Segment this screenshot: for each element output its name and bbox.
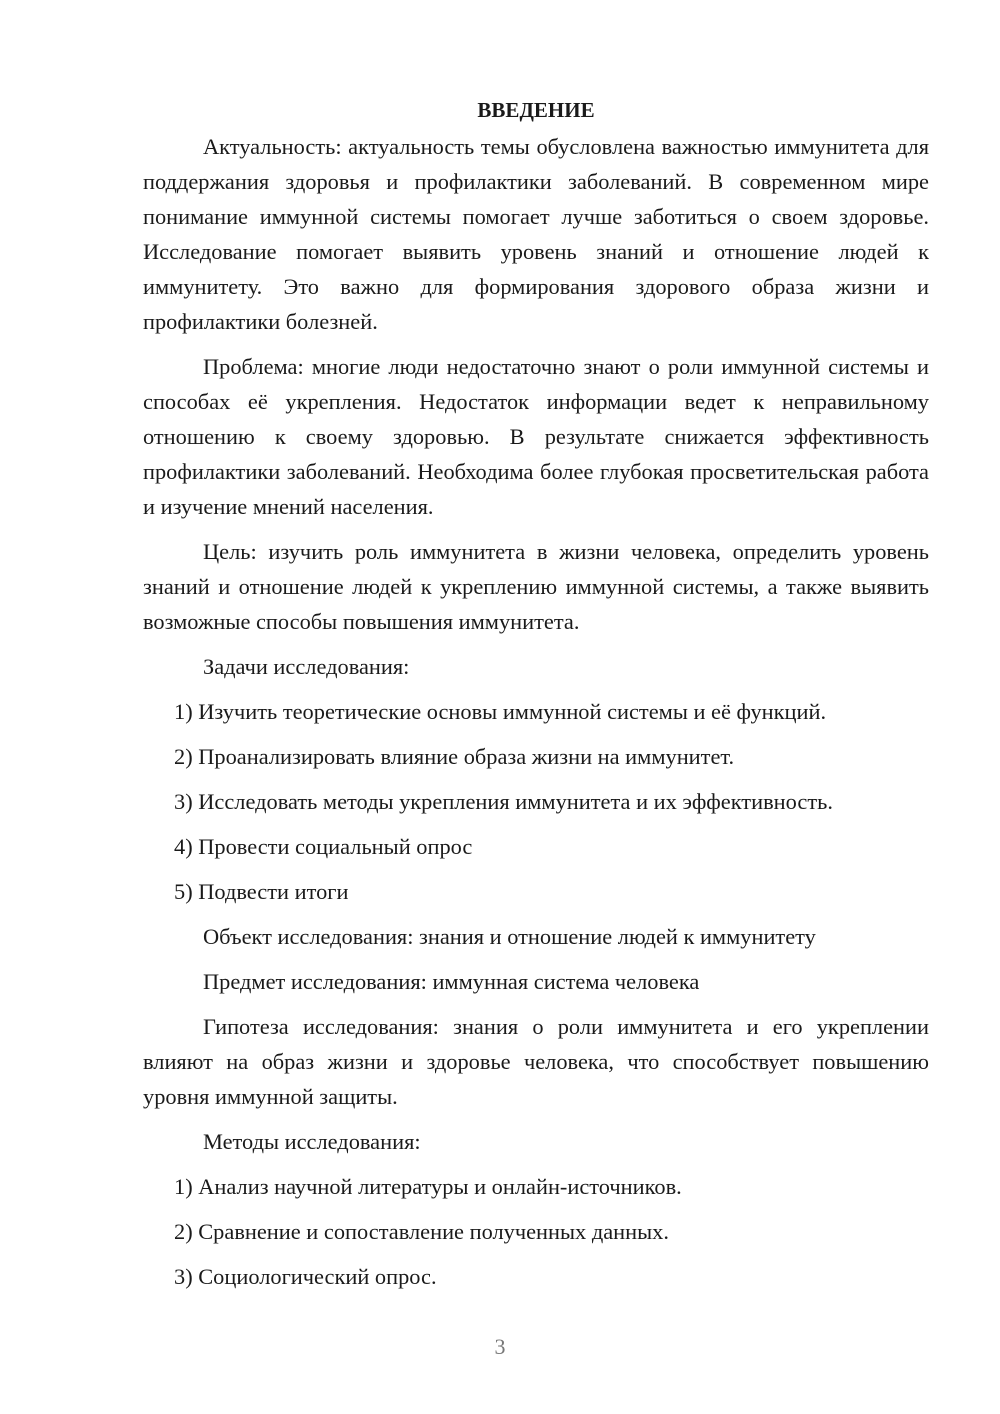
task-item: 4) Провести социальный опрос	[174, 834, 473, 859]
task-item: 2) Проанализировать влияние образа жизни на иммунитет.	[174, 744, 735, 769]
hypothesis-paragraph: Гипотеза исследования: знания о роли иммунитета и его укреплении влияют на образ жизни и здоровье человека, что способствует повышению уровня иммунной защиты.	[143, 1014, 929, 1109]
page-number: 3	[494, 1334, 506, 1359]
task-item: 3) Исследовать методы укрепления иммунитета и их эффективность.	[174, 789, 833, 814]
task-item: 1) Изучить теоретические основы иммунной системы и её функций.	[174, 699, 827, 724]
research-subject: Предмет исследования: иммунная система человека	[203, 969, 700, 994]
page-title: ВВЕДЕНИЕ	[477, 98, 595, 122]
tasks-title: Задачи исследования:	[203, 654, 410, 679]
method-item: 2) Сравнение и сопоставление полученных данных.	[174, 1219, 669, 1244]
goal-paragraph: Цель: изучить роль иммунитета в жизни человека, определить уровень знаний и отношение людей к укреплению иммунной системы, а также выявить возможные способы повышения иммунитета.	[143, 539, 929, 634]
research-object: Объект исследования: знания и отношение людей к иммунитету	[203, 924, 816, 949]
method-item: 3) Социологический опрос.	[174, 1264, 437, 1289]
task-item: 5) Подвести итоги	[174, 879, 349, 904]
method-item: 1) Анализ научной литературы и онлайн-источников.	[174, 1174, 682, 1199]
problem-paragraph: Проблема: многие люди недостаточно знают о роли иммунной системы и способах её укрепления. Недостаток информации ведет к неправильному отношению к своему здоровью. В результате снижается эффективность профилактики заболеваний. Необходима более глубокая просветительская работа и изучение мнений населения.	[143, 354, 929, 519]
document-page	[143, 93, 929, 1304]
relevance-paragraph: Актуальность: актуальность темы обусловлена важностью иммунитета для поддержания здоровья и профилактики заболеваний. В современном мире понимание иммунной системы помогает лучше заботиться о своем здоровье. Исследование помогает выявить уровень знаний и отношение людей к иммунитету. Это важно для формирования здорового образа жизни и профилактики болезней.	[143, 134, 929, 334]
methods-title: Методы исследования:	[203, 1129, 421, 1154]
